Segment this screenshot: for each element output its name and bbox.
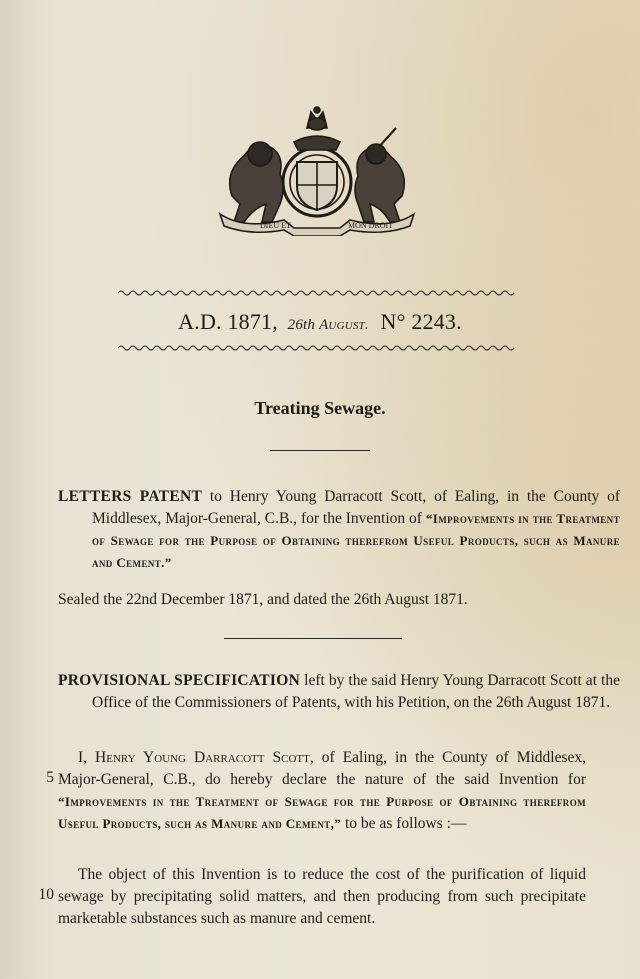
- header-date: [288, 317, 369, 333]
- letters-patent-paragraph: [58, 486, 620, 574]
- object-paragraph: The object of this Invention is to reduce the cost of the purification of liquid sewage by precipitating solid matters, and then producing from such precipitate marketable substances such as manure and cement.: [58, 866, 586, 927]
- declaration-paragraph: [58, 747, 586, 835]
- line-number-5: 5: [46, 769, 54, 786]
- letters-patent-invention-title: “Improvements in the Treatment of Sewage for the Purpose of Obtaining therefrom Useful Products, such as Manure and Cement.”: [92, 511, 620, 570]
- ornamental-rule-top: [118, 289, 516, 297]
- ornamental-rule-bottom: [118, 344, 516, 352]
- declaration-invention-title: “Improvements in the Treatment of Sewage for the Purpose of Obtaining therefrom Useful Products, such as Manure and Cement,”: [58, 794, 586, 831]
- declaration-text-2: to be as follows :—: [341, 815, 467, 832]
- motto-right: MON DROIT: [348, 221, 394, 230]
- header-date-month: August.: [319, 317, 369, 333]
- header-number: N° 2243.: [380, 309, 462, 334]
- subject-title: Treating Sewage.: [254, 398, 386, 418]
- header-ad: A.D.: [178, 309, 222, 334]
- line-number-10: 10: [38, 886, 54, 903]
- declaration-name: I, Henry Young Darracott Scott,: [78, 749, 314, 766]
- provisional-text: left by the said Henry Young Darracott Scott at the Office of the Commissioners of Patents, with his Petition, on the 26th August 1871.: [92, 672, 620, 711]
- provisional-paragraph: [58, 670, 620, 714]
- declaration-text-1: of Ealing, in the County of Middlesex, Major-General, C.B., do hereby declare the nature of the said Invention for: [58, 749, 587, 788]
- royal-coat-of-arms-icon: [214, 104, 420, 236]
- provisional-lead: PROVISIONAL SPECIFICATION: [58, 672, 301, 689]
- header-year: 1871,: [227, 309, 278, 334]
- divider-short: [270, 450, 370, 451]
- motto-left: DIEU ET: [260, 221, 291, 230]
- letters-patent-lead: LETTERS PATENT: [58, 488, 203, 505]
- letters-patent-text: to Henry Young Darracott Scott, of Ealing, in the County of Middlesex, Major-General, C.B., for the Invention of: [92, 488, 620, 527]
- divider-medium: [224, 638, 402, 639]
- sealed-line: Sealed the 22nd December 1871, and dated the 26th August 1871.: [58, 591, 468, 608]
- patent-header: [0, 309, 640, 335]
- header-date-day: 26th: [287, 317, 316, 333]
